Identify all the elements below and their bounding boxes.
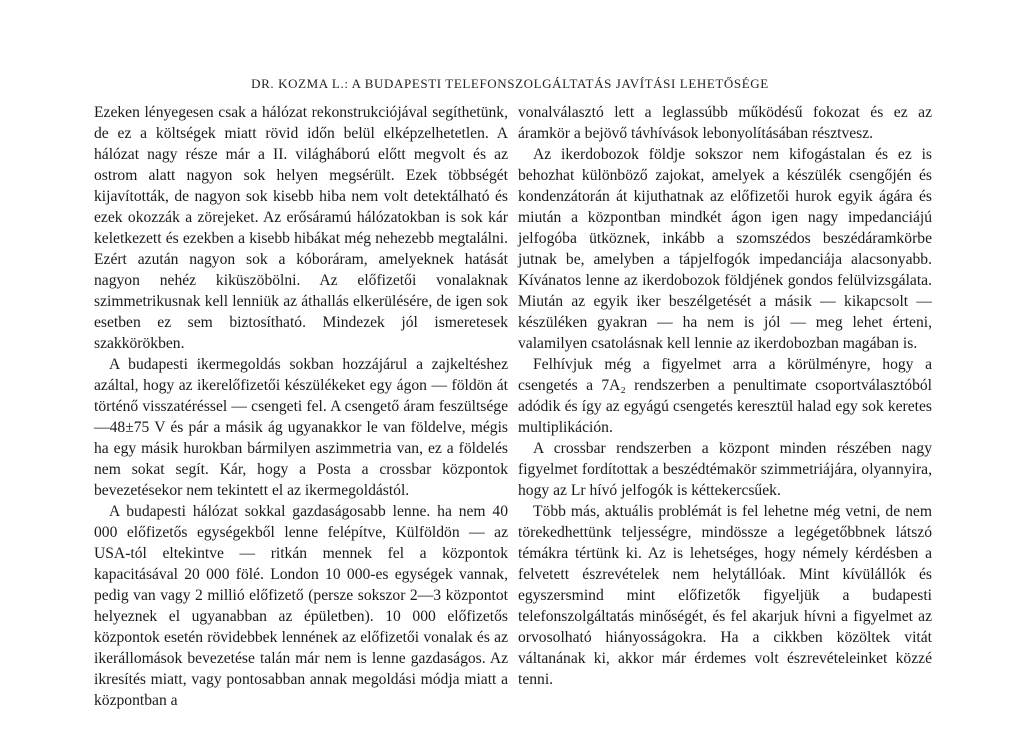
left-column [94,102,508,711]
paragraph: A budapesti ikermegoldás sokban hozzájárul a zajkeltéshez azáltal, hogy az ikerelőfizetői készülékeket egy ágon — földön át történő visszatéréssel — csengeti fel. A csengető áram feszültsége —48±75 V és pár a másik ág ugyanakkor le van földelve, mégis ha egy másik hurokban bármilyen aszimmetria van, ez a földelés nem sokat segít. Kár, hogy a Posta a crossbar központok bevezetésekor nem tekintett el az ikermegoldástól. [94,356,508,499]
paragraph: Az ikerdobozok földje sokszor nem kifogástalan és ez is behozhat különböző zajokat, amelyek a készülék csengőjén és kondenzátorán át kijuthatnak az előfizetői hurok egyik ágára és miután a központban mindkét ágon igen nagy impedanciájú jelfogóba ütköznek, inkább a szomszédos beszédáramkörbe jutnak be, amelyben a tápjelfogók impedanciája alacsonyabb. Kívánatos lenne az ikerdobozok földjének gondos felülvizsgálata. Miután az egyik iker beszélgetését a másik — kikapcsolt — készüléken gyakran — ha nem is jól — meg lehet érteni, valamilyen csatolásnak kell lennie az ikerdobozban magában is. [518,146,932,352]
running-head: DR. KOZMA L.: A BUDAPESTI TELEFONSZOLGÁLTATÁS JAVÍTÁSI LEHETŐSÉGE [251,76,769,91]
paragraph: Ezeken lényegesen csak a hálózat rekonstrukciójával segíthetünk, de ez a költségek miatt rövid időn belül elképzelhetetlen. A hálózat nagy része már a II. világháború előtt megvolt és az ostrom alatt nagyon sok helyen megsérült. Ezek többségét kijavították, de nagyon sok kisebb hiba nem volt detektálható és ezek okozzák a zörejeket. Az erősáramú hálózatokban is sok kár keletkezett és ezekben a kisebb hibákat még nehezebb megtalálni. Ezért azután nagyon sok a kóboráram, amelyeknek hatását nagyon nehéz kiküszöbölni. Az előfizetői vonalaknak szimmetrikusnak kell lenniük az áthallás elkerülésére, de igen sok esetben ez sem biztosítható. Mindezek jól ismeretesek szakkörökben. [94,104,508,352]
paragraph: A crossbar rendszerben a központ minden részében nagy figyelmet fordítottak a beszédtémakör szimmetriájára, olyannyira, hogy az Lr hívó jelfogók is kéttekercsűek. [518,440,932,499]
paragraph: vonalválasztó lett a leglassúbb működésű fokozat és ez az áramkör a bejövő távhívások lebonyolításában résztvesz. [518,104,932,142]
paragraph: A budapesti hálózat sokkal gazdaságosabb lenne. ha nem 40 000 előfizetős egységekből lenne felépítve, Külföldön — az USA-tól eltekintve — ritkán mennek fel a központok kapacitásával 20 000 fölé. London 10 000-es egységek vannak, pedig van vagy 2 millió előfizető (persze sokszor 2—3 központot helyeznek el ugyanabban az épületben). 10 000 előfizetős központok esetén rövidebbek lennének az előfizetői vonalak és az ikerállomások bevezetése talán már nem is lenne gazdaságos. Az ikresítés miatt, vagy pontosabban annak megoldási módja miatt a központban a [94,503,508,709]
paragraph: Felhívjuk még a figyelmet arra a körülményre, hogy a csengetés a 7A₂ rendszerben a penultimate csoportválasztóból adódik és így az egyágú csengetés keresztül halad egy sok keretes multiplikáción. [518,356,932,436]
paragraph: Több más, aktuális problémát is fel lehetne még vetni, de nem törekedhettünk teljességre, mindössze a legégetőbbnek látszó témákra tértünk ki. Az is lehetséges, hogy némely kérdésben a felvetett észrevételek nem helytállóak. Mint kívülállók és egyszersmind mint előfizetők figyeljük a budapesti telefonszolgáltatás minőségét, és fel akarjuk hívni a figyelmet az orvosolható hiányosságokra. Ha a cikkben közöltek vitát váltanának ki, akkor már érdemes volt észrevételeinket közzé tenni. [518,503,932,688]
right-column [518,102,932,690]
